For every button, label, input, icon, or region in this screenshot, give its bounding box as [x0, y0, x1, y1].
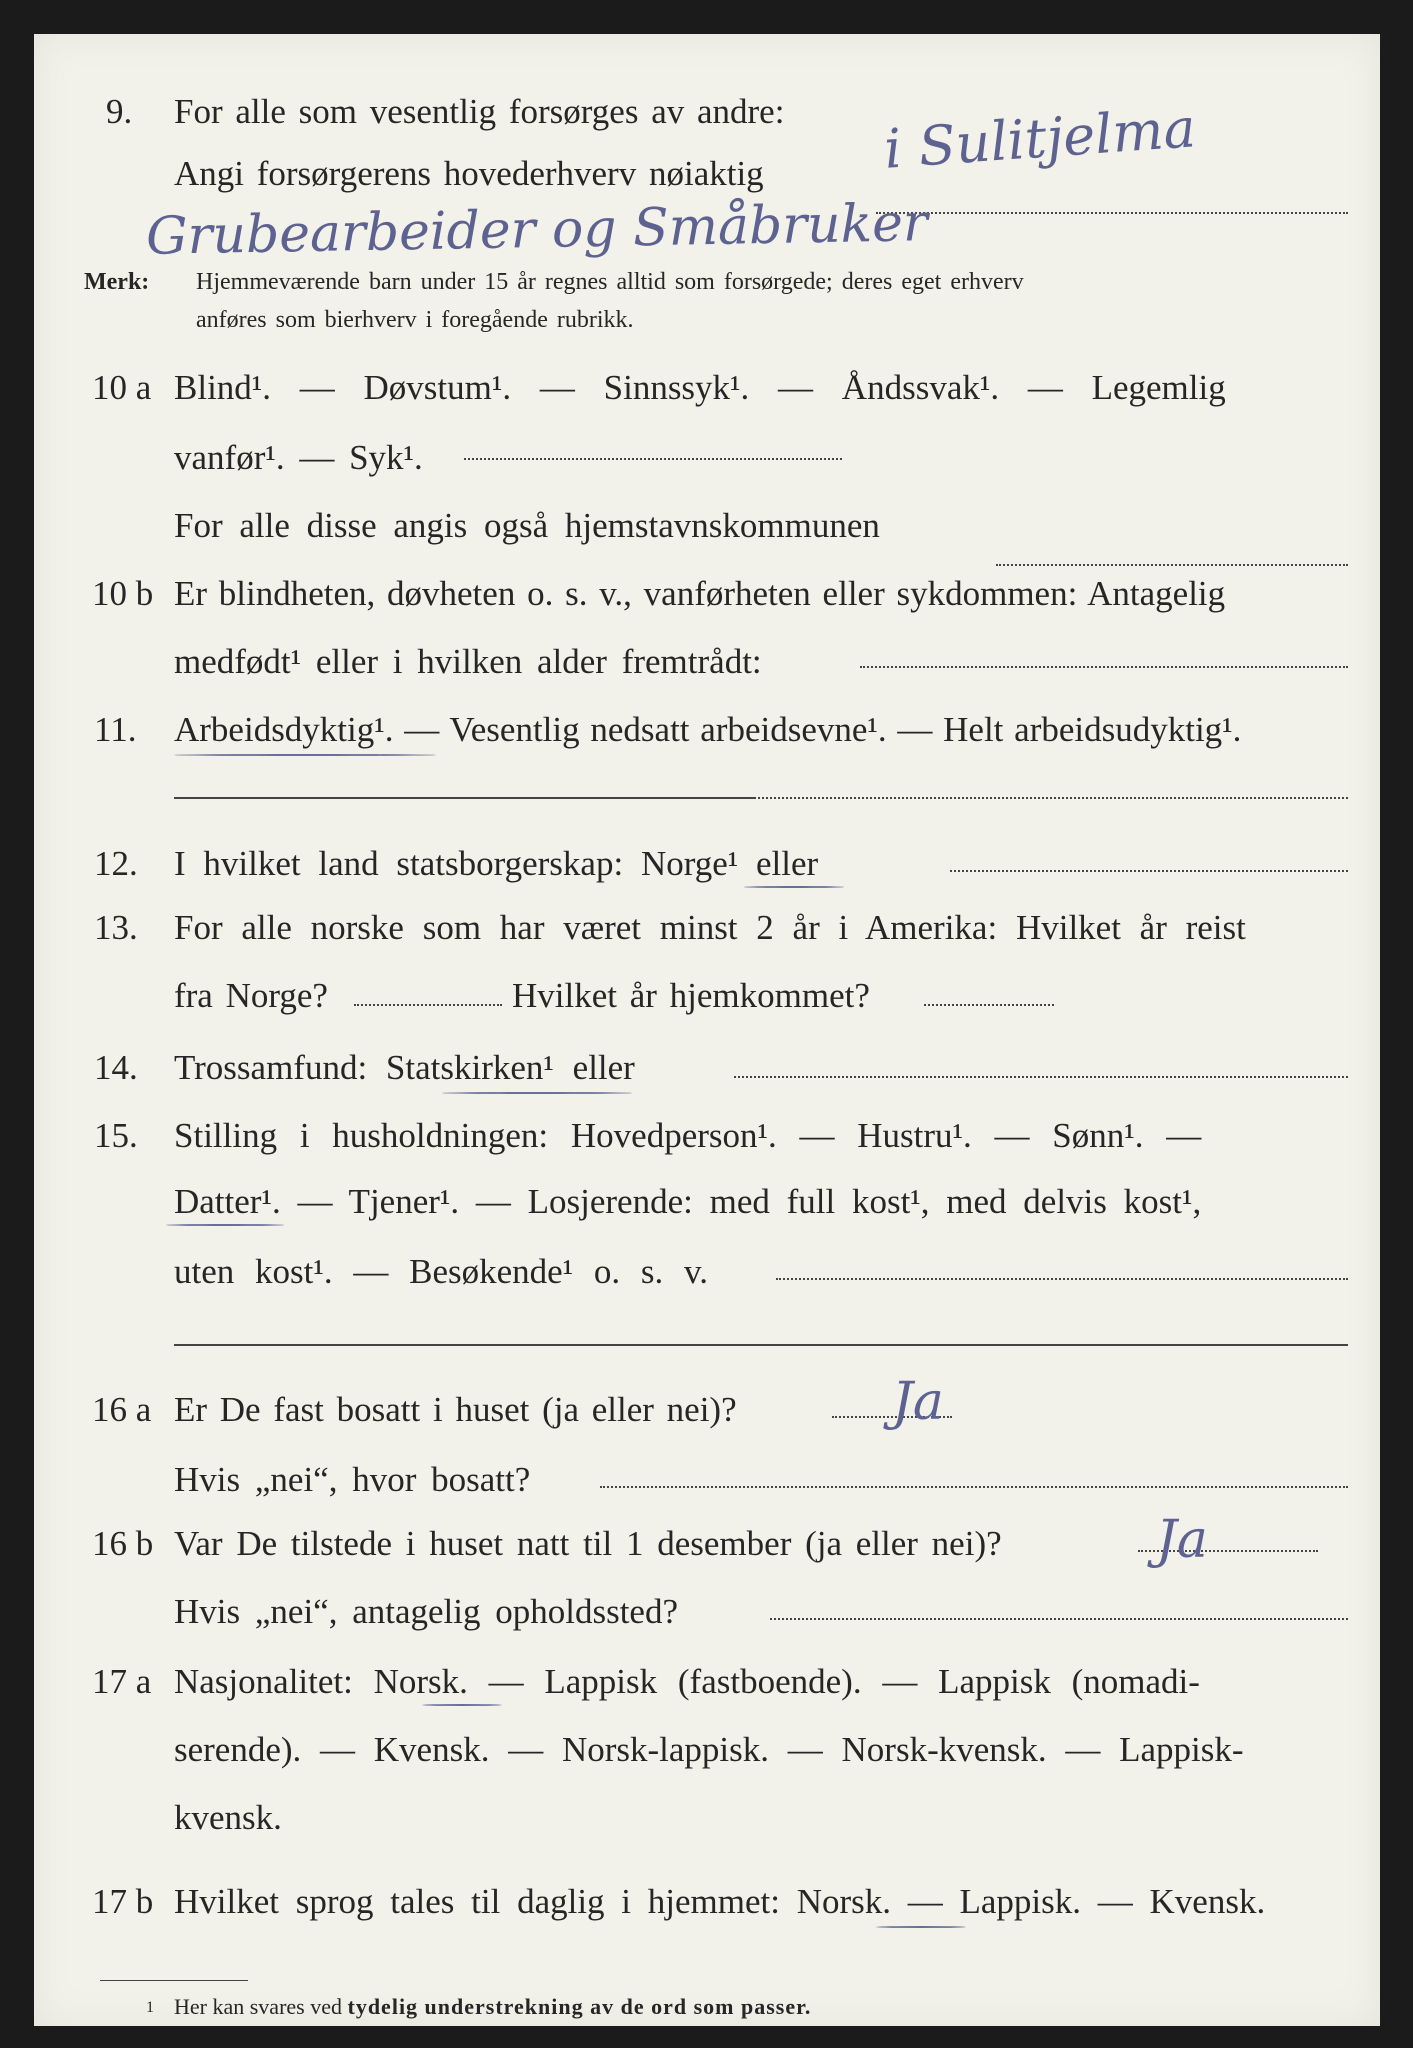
q14-pencil-underline — [442, 1092, 632, 1094]
footnote-text — [174, 1996, 811, 2018]
handwritten-answer-16a: Ja — [892, 1372, 944, 1432]
handwritten-place: i Sulitjelma — [882, 96, 1198, 181]
q17b-line1: Hvilket sprog tales til daglig i hjemmet: Norsk. — Lappisk. — Kvensk. — [174, 1882, 1266, 1921]
q12-number: 12. — [94, 844, 138, 883]
q17a-line3: kvensk. — [174, 1798, 282, 1837]
q15-pencil-underline — [166, 1224, 284, 1226]
q16a-number: 16 a — [92, 1390, 152, 1429]
handwritten-answer-16b: Ja — [1156, 1510, 1208, 1570]
q15-number: 15. — [94, 1116, 138, 1155]
q14-line1: Trossamfund: Statskirken¹ eller — [174, 1048, 635, 1087]
q12-line1: I hvilket land statsborgerskap: Norge¹ eller — [174, 844, 819, 883]
q9-line2: Angi forsørgerens hovederhverv nøiaktig — [174, 154, 764, 193]
q15-line3: uten kost¹. — Besøkende¹ o. s. v. — [174, 1252, 709, 1291]
q10a-line3: For alle disse angis også hjemstavnskommunen — [174, 506, 880, 545]
q10a-syk-dots — [464, 458, 842, 460]
footnote-plain: Her kan svares ved — [174, 1994, 342, 2019]
q11-answer-dots — [754, 797, 1348, 799]
q13-number: 13. — [94, 908, 138, 947]
q15-rule — [174, 1344, 1348, 1346]
q16b-where-dots — [770, 1618, 1348, 1620]
q17a-line2: serende). — Kvensk. — Norsk-lappisk. — Norsk-kvensk. — Lappisk- — [174, 1730, 1244, 1769]
q16a-line2: Hvis „nei“, hvor bosatt? — [174, 1460, 531, 1499]
q17a-number: 17 a — [92, 1662, 152, 1701]
q12-pencil-underline — [744, 886, 844, 888]
q14-answer-dots — [734, 1076, 1348, 1078]
q11-pencil-underline — [174, 754, 436, 756]
q16a-line1: Er De fast bosatt i huset (ja eller nei)? — [174, 1390, 737, 1429]
handwritten-occupation: Grubearbeider og Småbruker — [145, 193, 929, 267]
q10a-answer-dots — [996, 564, 1348, 566]
q14-number: 14. — [94, 1048, 138, 1087]
q16b-line2: Hvis „nei“, antagelig opholdssted? — [174, 1592, 678, 1631]
q13-line2b: Hvilket år hjemkommet? — [512, 976, 870, 1015]
q16b-number: 16 b — [92, 1524, 154, 1563]
q17a-line1: Nasjonalitet: Norsk. — Lappisk (fastboende). — Lappisk (nomadi- — [174, 1662, 1200, 1701]
q16b-line1: Var De tilstede i huset natt til 1 desember (ja eller nei)? — [174, 1524, 1002, 1563]
q12-answer-dots — [950, 870, 1348, 872]
q10a-line1: Blind¹. — Døvstum¹. — Sinnssyk¹. — Åndssvak¹. — Legemlig — [174, 368, 1226, 407]
q11-number: 11. — [94, 710, 137, 749]
footnote-marker: 1 — [146, 1999, 154, 2016]
q17a-pencil-underline — [422, 1704, 502, 1706]
q17b-number: 17 b — [92, 1882, 154, 1921]
merk-line2: anføres som bierhverv i foregående rubrikk. — [196, 307, 634, 333]
q10a-line2: vanfør¹. — Syk¹. — [174, 438, 423, 477]
q15-answer-dots — [776, 1278, 1348, 1280]
q11-line1: Arbeidsdyktig¹. — Vesentlig nedsatt arbeidsevne¹. — Helt arbeidsudyktig¹. — [174, 710, 1242, 749]
q16a-where-dots — [600, 1486, 1348, 1488]
merk-label: Merk: — [84, 269, 150, 295]
merk-line1: Hjemmeværende barn under 15 år regnes alltid som forsørgede; deres eget erhverv — [196, 269, 1024, 295]
q17b-pencil-underline — [876, 1926, 966, 1928]
q13-year-left-dots — [354, 1004, 502, 1006]
q9-answer-dots — [876, 212, 1348, 214]
q15-line1: Stilling i husholdningen: Hovedperson¹. — Hustru¹. — Sønn¹. — — [174, 1116, 1202, 1155]
q9-line1: For alle som vesentlig forsørges av andre: — [174, 92, 785, 131]
q10b-answer-dots — [860, 666, 1348, 668]
footnote-rule — [100, 1980, 248, 1981]
q9-number: 9. — [106, 92, 133, 131]
q10a-number: 10 a — [92, 368, 152, 407]
q13-year-right-dots — [924, 1004, 1054, 1006]
q15-line2: Datter¹. — Tjener¹. — Losjerende: med full kost¹, med delvis kost¹, — [174, 1182, 1202, 1221]
q13-line2a: fra Norge? — [174, 976, 328, 1015]
q10b-line2: medfødt¹ eller i hvilken alder fremtrådt: — [174, 642, 762, 681]
q10b-number: 10 b — [92, 574, 154, 613]
q13-line1: For alle norske som har været minst 2 år i Amerika: Hvilket år reist — [174, 908, 1246, 947]
census-form-page — [34, 34, 1380, 2026]
q10b-line1: Er blindheten, døvheten o. s. v., vanførheten eller sykdommen: Antagelig — [174, 574, 1226, 613]
q11-rule-left — [174, 797, 754, 799]
footnote-bold: tydelig understrekning av de ord som passer. — [347, 1994, 812, 2019]
